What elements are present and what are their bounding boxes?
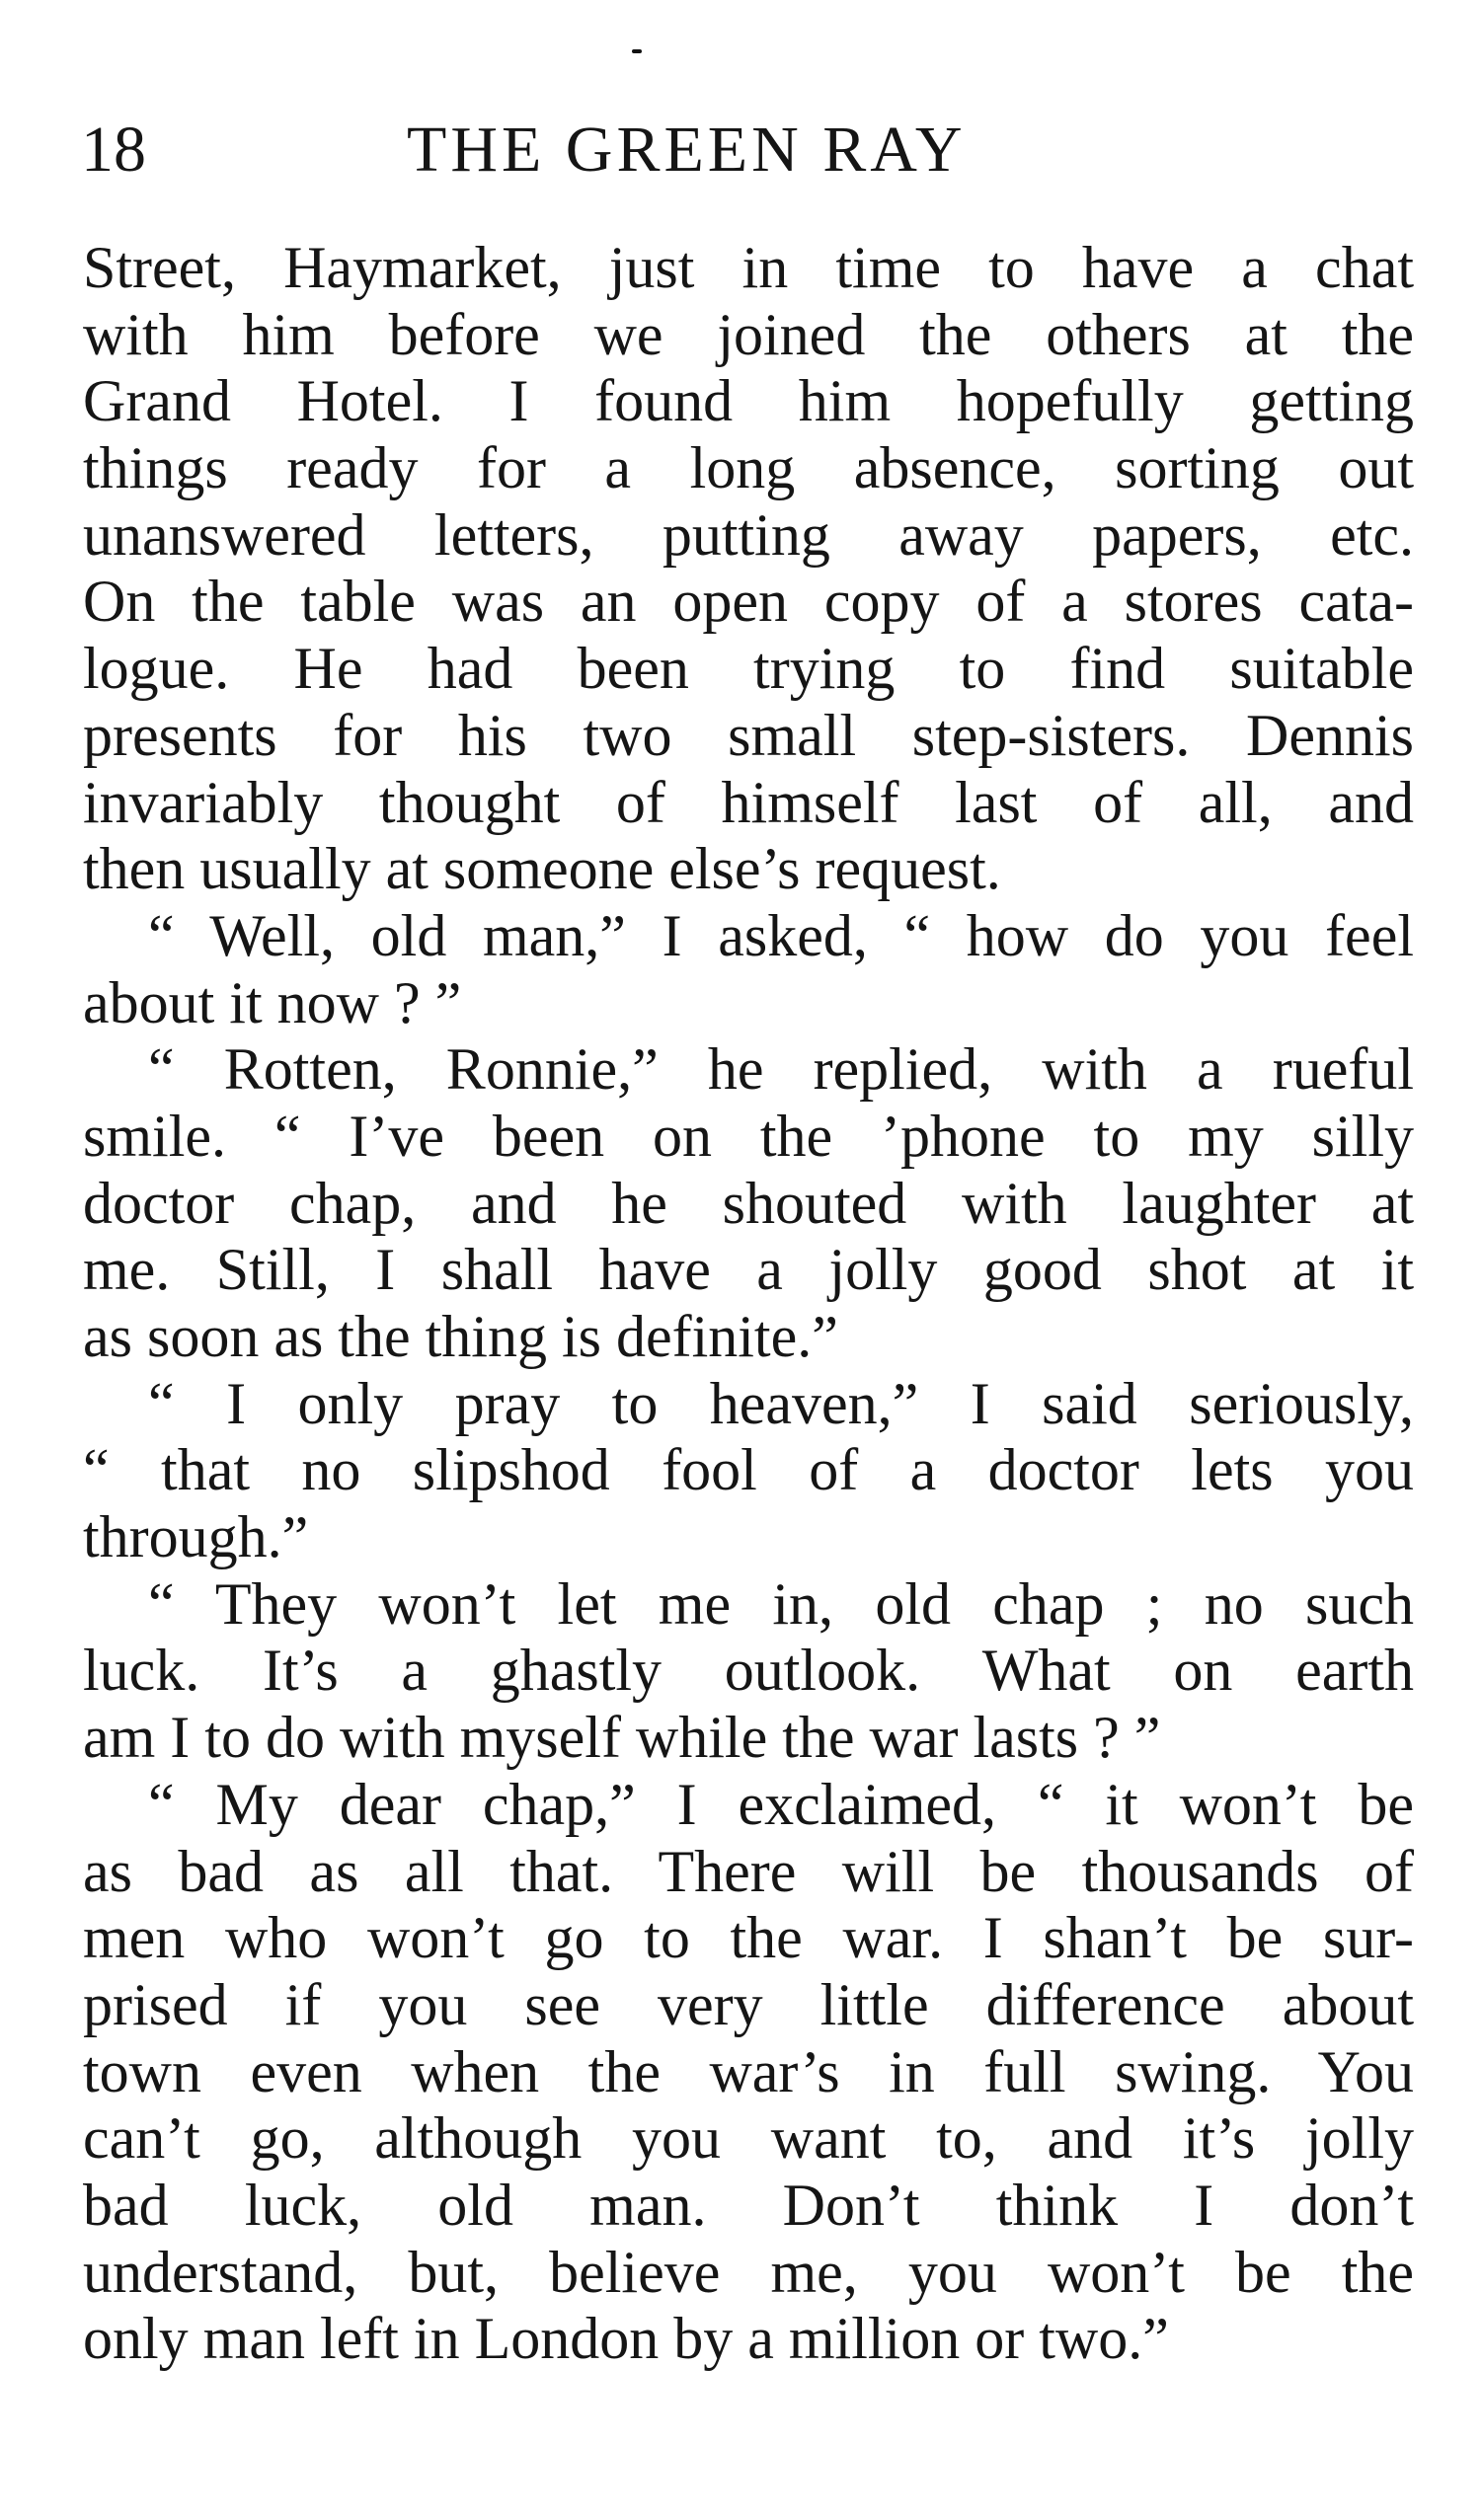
text-line: through.” xyxy=(83,1504,309,1570)
text-line: understand, but, believe me, you won’t be the xyxy=(83,2239,1414,2305)
text-line: with him before we joined the others at the xyxy=(83,301,1414,367)
text-line: about it now ? ” xyxy=(83,969,462,1035)
text-line: doctor chap, and he shouted with laughter at xyxy=(83,1170,1414,1236)
text-line: as soon as the thing is definite.” xyxy=(83,1304,838,1369)
text-line: am I to do with myself while the war lasts ? ” xyxy=(83,1705,1161,1771)
text-line: only man left in London by a million or two.” xyxy=(83,2306,1169,2372)
text-line: town even when the war’s in full swing. You xyxy=(83,2038,1414,2104)
text-line: “ I only pray to heaven,” I said seriously, xyxy=(148,1370,1414,1436)
text-line: Grand Hotel. I found him hopefully getting xyxy=(83,368,1414,434)
text-line: can’t go, although you want to, and it’s jolly xyxy=(83,2105,1414,2172)
text-line: On the table was an open copy of a stores cata- xyxy=(83,569,1414,635)
print-speck xyxy=(632,49,642,53)
text-line: prised if you see very little difference about xyxy=(83,1971,1414,2037)
text-line: things ready for a long absence, sorting out xyxy=(83,435,1414,501)
text-line: “ Well, old man,” I asked, “ how do you feel xyxy=(148,902,1414,968)
text-line: then usually at someone else’s request. xyxy=(83,836,1001,902)
text-line: “ that no slipshod fool of a doctor lets you xyxy=(83,1437,1414,1503)
text-line: Street, Haymarket, just in time to have a chat xyxy=(83,235,1414,300)
text-line: bad luck, old man. Don’t think I don’t xyxy=(83,2172,1414,2238)
text-line: unanswered letters, putting away papers, etc. xyxy=(83,501,1414,568)
running-title: THE GREEN RAY xyxy=(407,114,967,186)
text-line: “ Rotten, Ronnie,” he replied, with a rueful xyxy=(148,1036,1414,1103)
text-line: “ They won’t let me in, old chap ; no such xyxy=(148,1570,1414,1637)
page-number: 18 xyxy=(81,114,146,186)
text-line: “ My dear chap,” I exclaimed, “ it won’t be xyxy=(148,1771,1414,1837)
text-line: smile. “ I’ve been on the ’phone to my silly xyxy=(83,1103,1414,1169)
text-line: as bad as all that. There will be thousands of xyxy=(83,1838,1414,1904)
page-header xyxy=(81,111,1414,190)
text-line: presents for his two small step-sisters. Dennis xyxy=(83,702,1414,768)
text-line: me. Still, I shall have a jolly good shot at it xyxy=(83,1237,1414,1303)
body-text xyxy=(83,235,1414,2373)
text-line: logue. He had been trying to find suitable xyxy=(83,636,1414,702)
text-line: luck. It’s a ghastly outlook. What on earth xyxy=(83,1638,1414,1704)
text-line: men who won’t go to the war. I shan’t be sur- xyxy=(83,1905,1414,1971)
text-line: invariably thought of himself last of all, and xyxy=(83,769,1414,835)
